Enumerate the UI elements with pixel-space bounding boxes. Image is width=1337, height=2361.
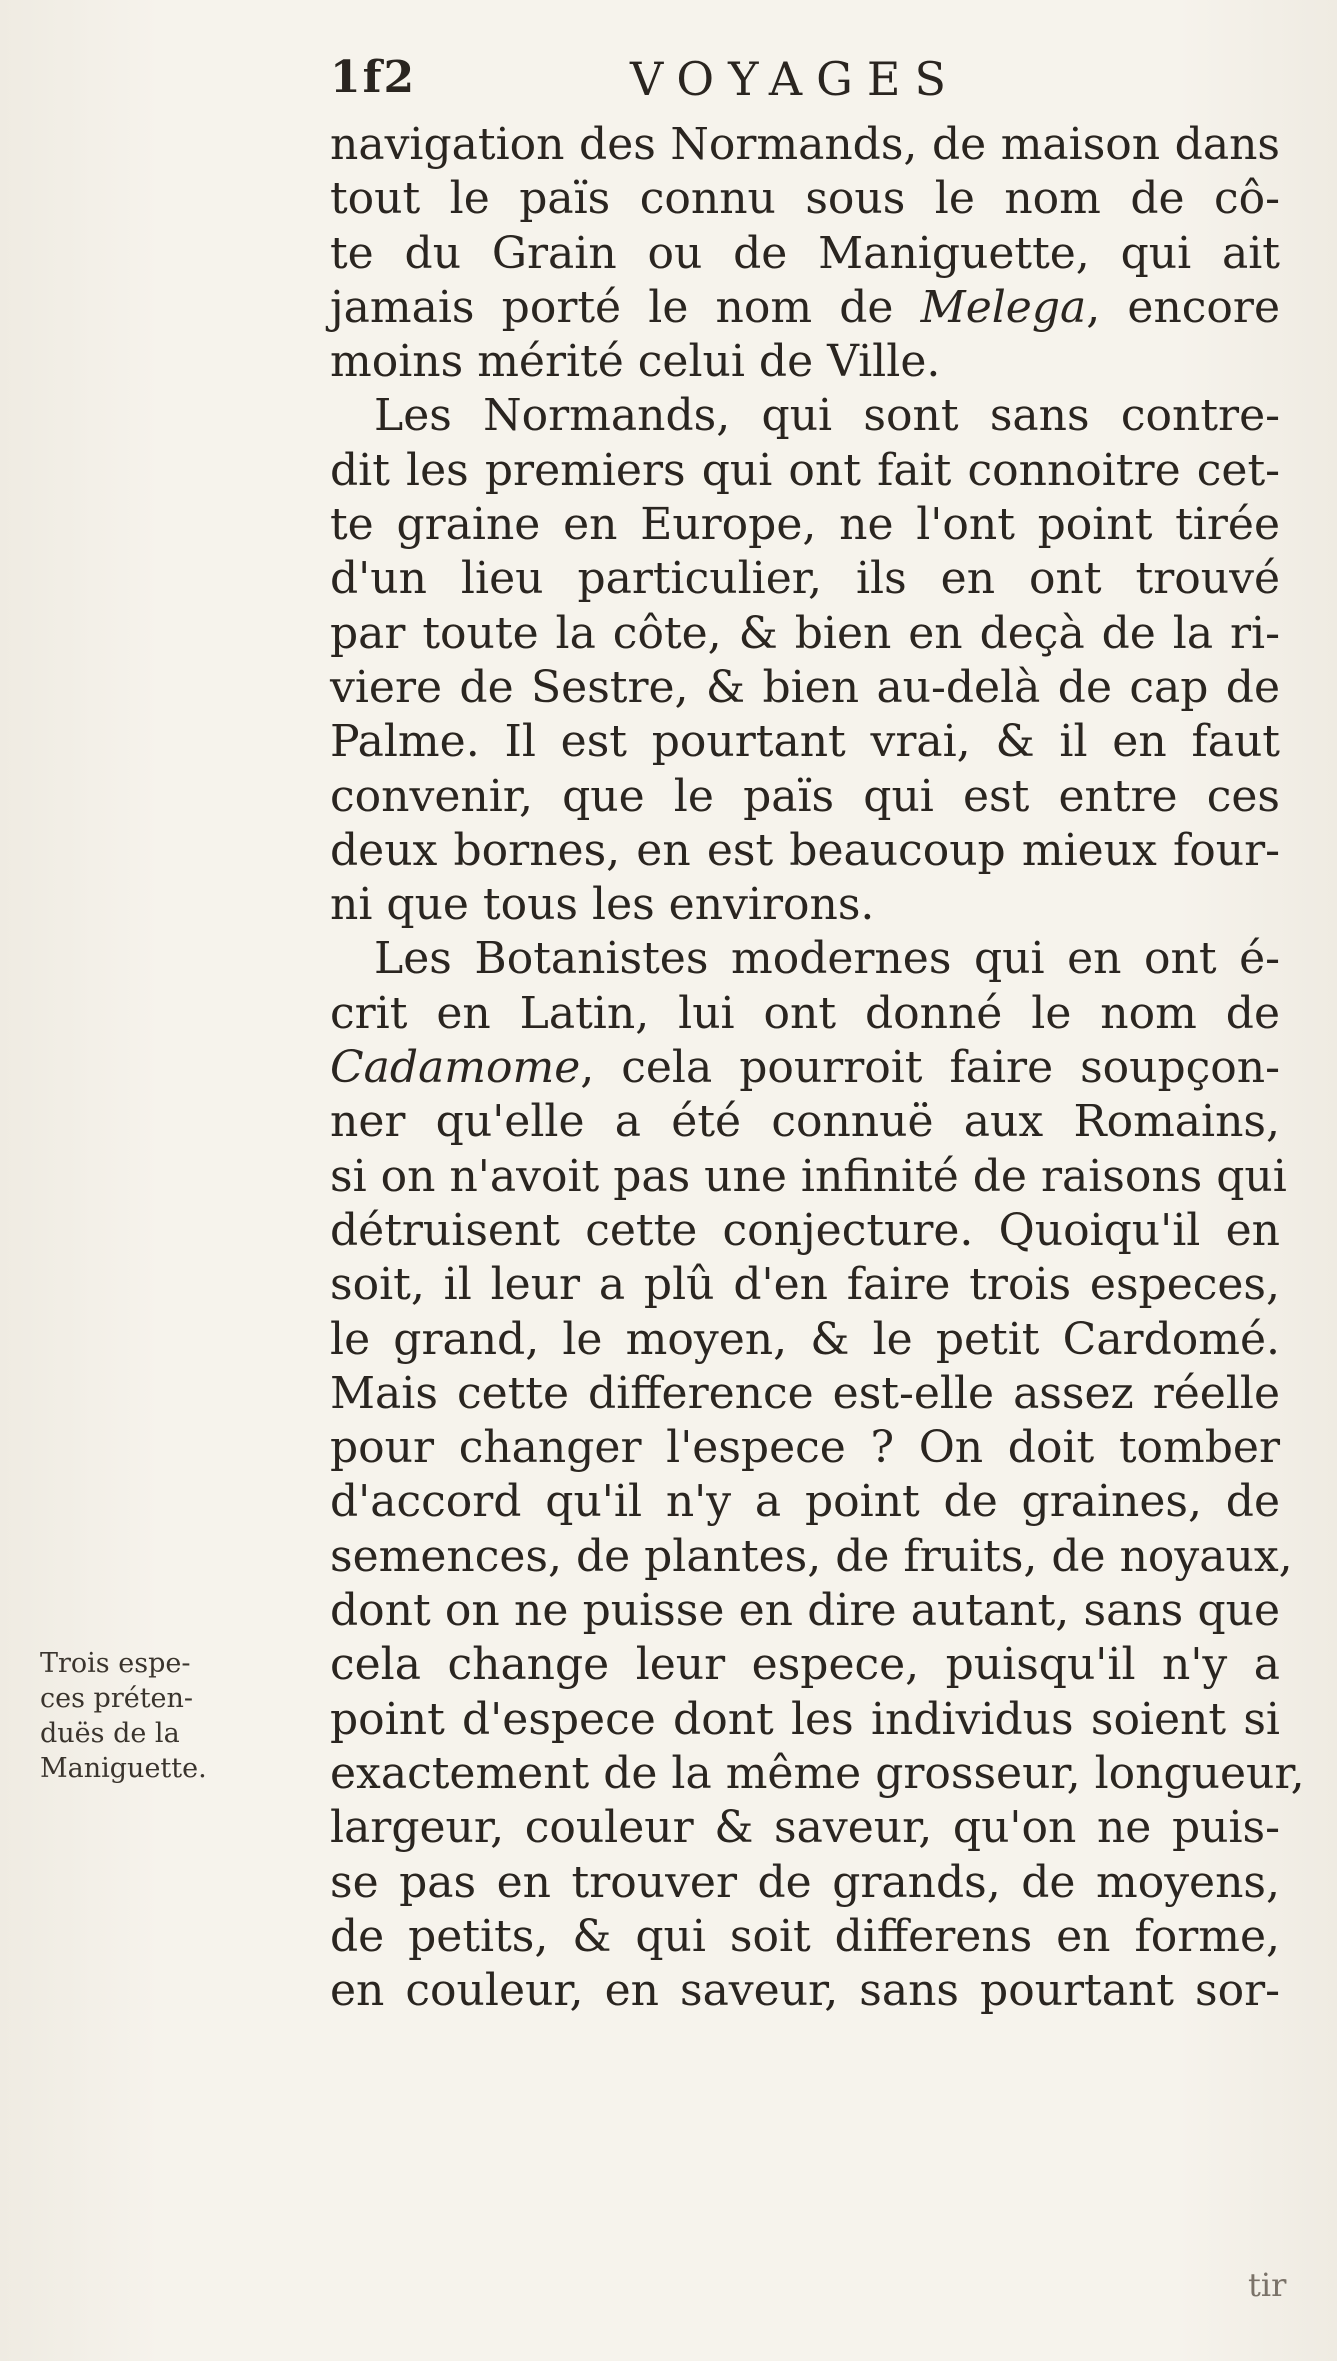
text-line: largeur, couleur & saveur, qu'on ne puis- <box>330 1802 1280 1854</box>
text-line: exactement de la même grosseur, longueur, <box>330 1747 1305 1799</box>
italic-term-cadamome: Cadamome <box>330 1042 581 1094</box>
text-line: cela change leur espece, puisqu'il n'y a <box>330 1639 1280 1691</box>
text-line: navigation des Normands, de maison dans <box>330 119 1280 170</box>
margin-note-line: duës de la <box>40 1718 180 1749</box>
text-line: par toute la côte, & bien en deçà de la ri- <box>330 607 1280 659</box>
text-line: Palme. Il est pourtant vrai, & il en faut <box>330 716 1280 768</box>
margin-note-line: Maniguette. <box>40 1753 207 1784</box>
text-line <box>330 281 1280 335</box>
margin-note-line: ces préten- <box>40 1683 194 1714</box>
text-line: pour changer l'espece ? On doit tomber <box>330 1422 1280 1474</box>
text-line: te graine en Europe, ne l'ont point tirée <box>330 499 1280 551</box>
text-line: tout le païs connu sous le nom de cô- <box>330 173 1280 225</box>
text-line: crit en Latin, lui ont donné le nom de <box>330 987 1280 1039</box>
text-line: te du Grain ou de Maniguette, qui ait <box>330 227 1280 279</box>
text-line: convenir, que le païs qui est entre ces <box>330 770 1280 822</box>
text-fragment: jamais porté le nom de <box>330 281 921 333</box>
italic-term-melega: Melega <box>920 281 1087 333</box>
text-line: Les Normands, qui sont sans contre- <box>374 390 1280 442</box>
text-line: se pas en trouver de grands, de moyens, <box>330 1856 1280 1908</box>
catchword: tir <box>1248 2266 1287 2304</box>
margin-note-line: Trois espe- <box>40 1648 191 1679</box>
text-line: si on n'avoit pas une infinité de raisons qui <box>330 1150 1287 1202</box>
body-text <box>330 118 1305 2018</box>
text-fragment: , encore <box>1086 281 1280 333</box>
text-line: dont on ne puisse en dire autant, sans que <box>330 1585 1280 1637</box>
text-line: point d'espece dont les individus soient si <box>330 1693 1280 1745</box>
text-line: semences, de plantes, de fruits, de noyaux, <box>330 1530 1293 1582</box>
text-line: deux bornes, en est beaucoup mieux four- <box>330 824 1280 876</box>
text-line: soit, il leur a plû d'en faire trois especes, <box>330 1259 1280 1311</box>
text-line: ni que tous les environs. <box>330 879 875 931</box>
text-line: moins mérité celui de Ville. <box>330 336 941 388</box>
text-line: dit les premiers qui ont fait connoitre cet- <box>330 444 1280 496</box>
running-head: VOYAGES <box>630 52 960 106</box>
text-line: en couleur, en saveur, sans pourtant sor- <box>330 1965 1280 2017</box>
page-number: 1f2 <box>330 52 417 103</box>
text-line: Les Botanistes modernes qui en ont é- <box>374 933 1280 985</box>
text-line: d'accord qu'il n'y a point de graines, de <box>330 1476 1280 1528</box>
text-line: le grand, le moyen, & le petit Cardomé. <box>330 1313 1280 1365</box>
text-fragment: , cela pourroit faire soupçon- <box>580 1042 1280 1094</box>
text-line: Mais cette difference est-elle assez réelle <box>330 1367 1280 1419</box>
text-line: d'un lieu particulier, ils en ont trouvé <box>330 553 1280 605</box>
text-line: détruisent cette conjecture. Quoiqu'il en <box>330 1204 1280 1256</box>
text-line: viere de Sestre, & bien au-delà de cap de <box>330 661 1280 713</box>
text-line <box>330 1041 1280 1095</box>
text-line: de petits, & qui soit differens en forme, <box>330 1910 1280 1962</box>
margin-note <box>40 1646 320 1786</box>
text-line: ner qu'elle a été connuë aux Romains, <box>330 1096 1280 1148</box>
